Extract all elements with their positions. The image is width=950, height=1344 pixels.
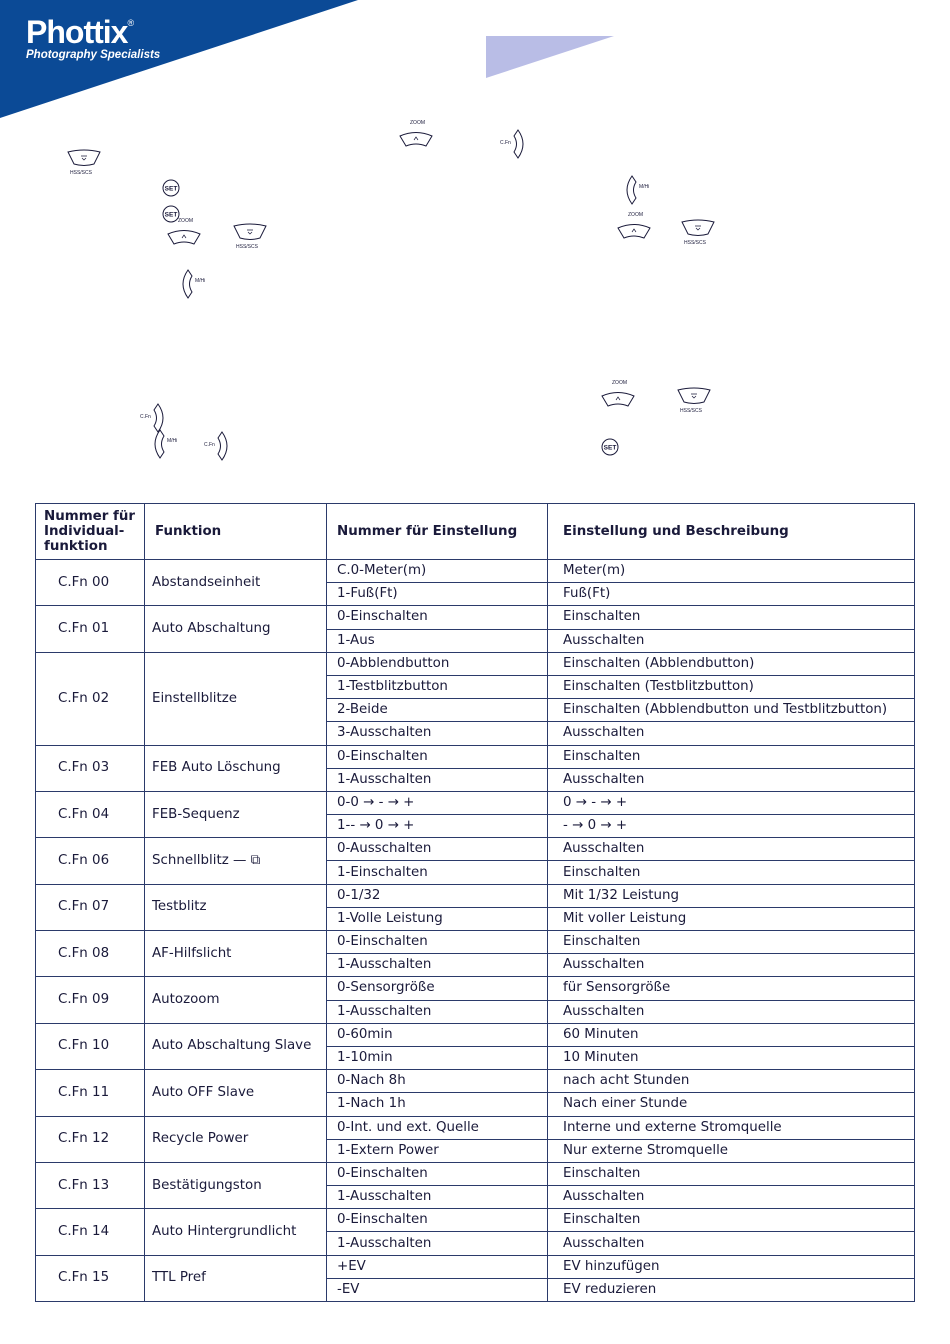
function-name: AF-Hilfslicht	[145, 931, 327, 977]
setting-number: 1-Ausschalten	[327, 768, 548, 791]
setting-description: 10 Minuten	[548, 1046, 915, 1069]
custom-function-table	[35, 503, 915, 1302]
setting-number: C.0-Meter(m)	[327, 560, 548, 583]
mhi-label: M/Hi	[195, 278, 206, 284]
setting-number: 1-Extern Power	[327, 1139, 548, 1162]
setting-number: 2-Beide	[327, 699, 548, 722]
header-function: Funktion	[145, 504, 327, 560]
function-number: C.Fn 03	[36, 745, 145, 791]
setting-number: 1-Einschalten	[327, 861, 548, 884]
setting-description: Einschalten	[548, 1209, 915, 1232]
function-name: Autozoom	[145, 977, 327, 1023]
setting-number: 0-1/32	[327, 884, 548, 907]
function-number: C.Fn 07	[36, 884, 145, 930]
setting-description: Nach einer Stunde	[548, 1093, 915, 1116]
function-number: C.Fn 06	[36, 838, 145, 884]
hss-button-icon	[680, 218, 716, 240]
function-name: Bestätigungston	[145, 1162, 327, 1208]
setting-number: 1-Ausschalten	[327, 1186, 548, 1209]
setting-number: 1-Ausschalten	[327, 954, 548, 977]
function-name: Auto Abschaltung	[145, 606, 327, 652]
function-number: C.Fn 09	[36, 977, 145, 1023]
setting-number: 1-Volle Leistung	[327, 907, 548, 930]
setting-number: 0-60min	[327, 1023, 548, 1046]
hss-label: HSS/SCS	[680, 408, 702, 414]
mhi-label: M/Hi	[639, 184, 650, 190]
cfn-button-icon	[216, 430, 234, 462]
set-button-icon	[601, 438, 619, 456]
setting-description: nach acht Stunden	[548, 1070, 915, 1093]
function-name: FEB-Sequenz	[145, 791, 327, 837]
setting-number: 0-Einschalten	[327, 931, 548, 954]
zoom-label: ZOOM	[628, 212, 643, 218]
table-row	[36, 884, 915, 907]
table-row	[36, 1209, 915, 1232]
setting-description: Interne und externe Stromquelle	[548, 1116, 915, 1139]
cfn-label: C.Fn	[204, 442, 215, 448]
function-name: Abstandseinheit	[145, 560, 327, 606]
setting-description: für Sensorgröße	[548, 977, 915, 1000]
setting-description: Einschalten	[548, 745, 915, 768]
hss-label: HSS/SCS	[236, 244, 258, 250]
setting-number: 1-Ausschalten	[327, 1000, 548, 1023]
setting-description: Einschalten (Testblitzbutton)	[548, 675, 915, 698]
setting-number: 1-Nach 1h	[327, 1093, 548, 1116]
hss-label: HSS/SCS	[70, 170, 92, 176]
setting-number: +EV	[327, 1255, 548, 1278]
setting-description: Ausschalten	[548, 768, 915, 791]
function-number: C.Fn 14	[36, 1209, 145, 1255]
table-body	[36, 560, 915, 1302]
zoom-button-icon	[166, 224, 202, 246]
function-number: C.Fn 12	[36, 1116, 145, 1162]
section-tab	[486, 36, 616, 80]
brand-logo	[26, 14, 133, 51]
setting-description: Ausschalten	[548, 838, 915, 861]
function-number: C.Fn 13	[36, 1162, 145, 1208]
mhi-button-icon	[176, 268, 194, 300]
zoom-label: ZOOM	[612, 380, 627, 386]
table-row	[36, 560, 915, 583]
setting-description: Mit 1/32 Leistung	[548, 884, 915, 907]
function-name: Testblitz	[145, 884, 327, 930]
function-number: C.Fn 11	[36, 1070, 145, 1116]
brand-tagline: Photography Specialists	[26, 49, 161, 61]
table-row	[36, 791, 915, 814]
setting-number: 1-Ausschalten	[327, 1232, 548, 1255]
setting-description: Einschalten	[548, 1162, 915, 1185]
function-number: C.Fn 01	[36, 606, 145, 652]
function-name: Auto Abschaltung Slave	[145, 1023, 327, 1069]
setting-number: 0-Einschalten	[327, 1209, 548, 1232]
function-name: Auto OFF Slave	[145, 1070, 327, 1116]
table-row	[36, 606, 915, 629]
function-number: C.Fn 02	[36, 652, 145, 745]
set-button-icon	[162, 179, 180, 197]
setting-number: 0-Sensorgröße	[327, 977, 548, 1000]
setting-number: 1-Testblitzbutton	[327, 675, 548, 698]
function-number: C.Fn 10	[36, 1023, 145, 1069]
function-number: C.Fn 04	[36, 791, 145, 837]
setting-number: 0-0 → - → +	[327, 791, 548, 814]
setting-number: 1-Fuß(Ft)	[327, 583, 548, 606]
setting-number: 0-Einschalten	[327, 745, 548, 768]
setting-number: 0-Einschalten	[327, 1162, 548, 1185]
set-button-label: SET	[603, 444, 617, 452]
setting-description: Fuß(Ft)	[548, 583, 915, 606]
table-row	[36, 838, 915, 861]
mhi-label: M/Hi	[167, 438, 178, 444]
table-row	[36, 977, 915, 1000]
table-row	[36, 1070, 915, 1093]
hss-button-icon	[66, 148, 102, 170]
setting-number: 0-Int. und ext. Quelle	[327, 1116, 548, 1139]
setting-number: 1-- → 0 → +	[327, 815, 548, 838]
mhi-button-icon	[620, 174, 638, 206]
setting-description: Ausschalten	[548, 629, 915, 652]
table-row	[36, 1255, 915, 1278]
setting-description: Ausschalten	[548, 954, 915, 977]
header-number: Nummer für Individual-funktion	[36, 504, 145, 560]
table-row	[36, 1116, 915, 1139]
setting-description: Einschalten	[548, 931, 915, 954]
setting-description: 0 → - → +	[548, 791, 915, 814]
table-row	[36, 745, 915, 768]
table-row	[36, 1023, 915, 1046]
setting-description: 60 Minuten	[548, 1023, 915, 1046]
zoom-label: ZOOM	[410, 120, 425, 126]
function-name: TTL Pref	[145, 1255, 327, 1301]
header-setting-description: Einstellung und Beschreibung	[548, 504, 915, 560]
setting-number: 1-Aus	[327, 629, 548, 652]
setting-description: Einschalten (Abblendbutton und Testblitzbutton)	[548, 699, 915, 722]
setting-description: Ausschalten	[548, 1232, 915, 1255]
function-name: Einstellblitze	[145, 652, 327, 745]
setting-number: 1-10min	[327, 1046, 548, 1069]
table-header-row	[36, 504, 915, 560]
zoom-button-icon	[600, 386, 636, 408]
table-row	[36, 931, 915, 954]
set-button-label: SET	[164, 211, 178, 219]
brand-name: Phottix	[26, 14, 128, 50]
cfn-label: C.Fn	[500, 140, 511, 146]
setting-description: Ausschalten	[548, 1000, 915, 1023]
setting-description: Nur externe Stromquelle	[548, 1139, 915, 1162]
mhi-button-icon	[148, 428, 166, 460]
zoom-label: ZOOM	[178, 218, 193, 224]
setting-description: Ausschalten	[548, 722, 915, 745]
setting-description: EV reduzieren	[548, 1278, 915, 1301]
setting-number: 0-Einschalten	[327, 606, 548, 629]
header-setting-number: Nummer für Einstellung	[327, 504, 548, 560]
setting-description: Ausschalten	[548, 1186, 915, 1209]
table-row	[36, 1162, 915, 1185]
zoom-button-icon	[398, 126, 434, 148]
function-name: FEB Auto Löschung	[145, 745, 327, 791]
function-name: Schnellblitz — ⧉	[145, 838, 327, 884]
setting-description: - → 0 → +	[548, 815, 915, 838]
setting-number: 0-Abblendbutton	[327, 652, 548, 675]
registered-mark: ®	[127, 18, 134, 28]
setting-number: 0-Nach 8h	[327, 1070, 548, 1093]
function-number: C.Fn 00	[36, 560, 145, 606]
hss-button-icon	[676, 386, 712, 408]
setting-number: 3-Ausschalten	[327, 722, 548, 745]
setting-description: Einschalten	[548, 861, 915, 884]
set-button-label: SET	[164, 185, 178, 193]
function-name: Auto Hintergrundlicht	[145, 1209, 327, 1255]
function-name: Recycle Power	[145, 1116, 327, 1162]
setting-description: Mit voller Leistung	[548, 907, 915, 930]
hss-label: HSS/SCS	[684, 240, 706, 246]
zoom-button-icon	[616, 218, 652, 240]
cfn-button-icon	[512, 128, 530, 160]
hss-button-icon	[232, 222, 268, 244]
function-number: C.Fn 15	[36, 1255, 145, 1301]
setting-number: 0-Ausschalten	[327, 838, 548, 861]
setting-number: -EV	[327, 1278, 548, 1301]
setting-description: Meter(m)	[548, 560, 915, 583]
table-row	[36, 652, 915, 675]
setting-description: EV hinzufügen	[548, 1255, 915, 1278]
function-number: C.Fn 08	[36, 931, 145, 977]
setting-description: Einschalten (Abblendbutton)	[548, 652, 915, 675]
cfn-label: C.Fn	[140, 414, 151, 420]
setting-description: Einschalten	[548, 606, 915, 629]
